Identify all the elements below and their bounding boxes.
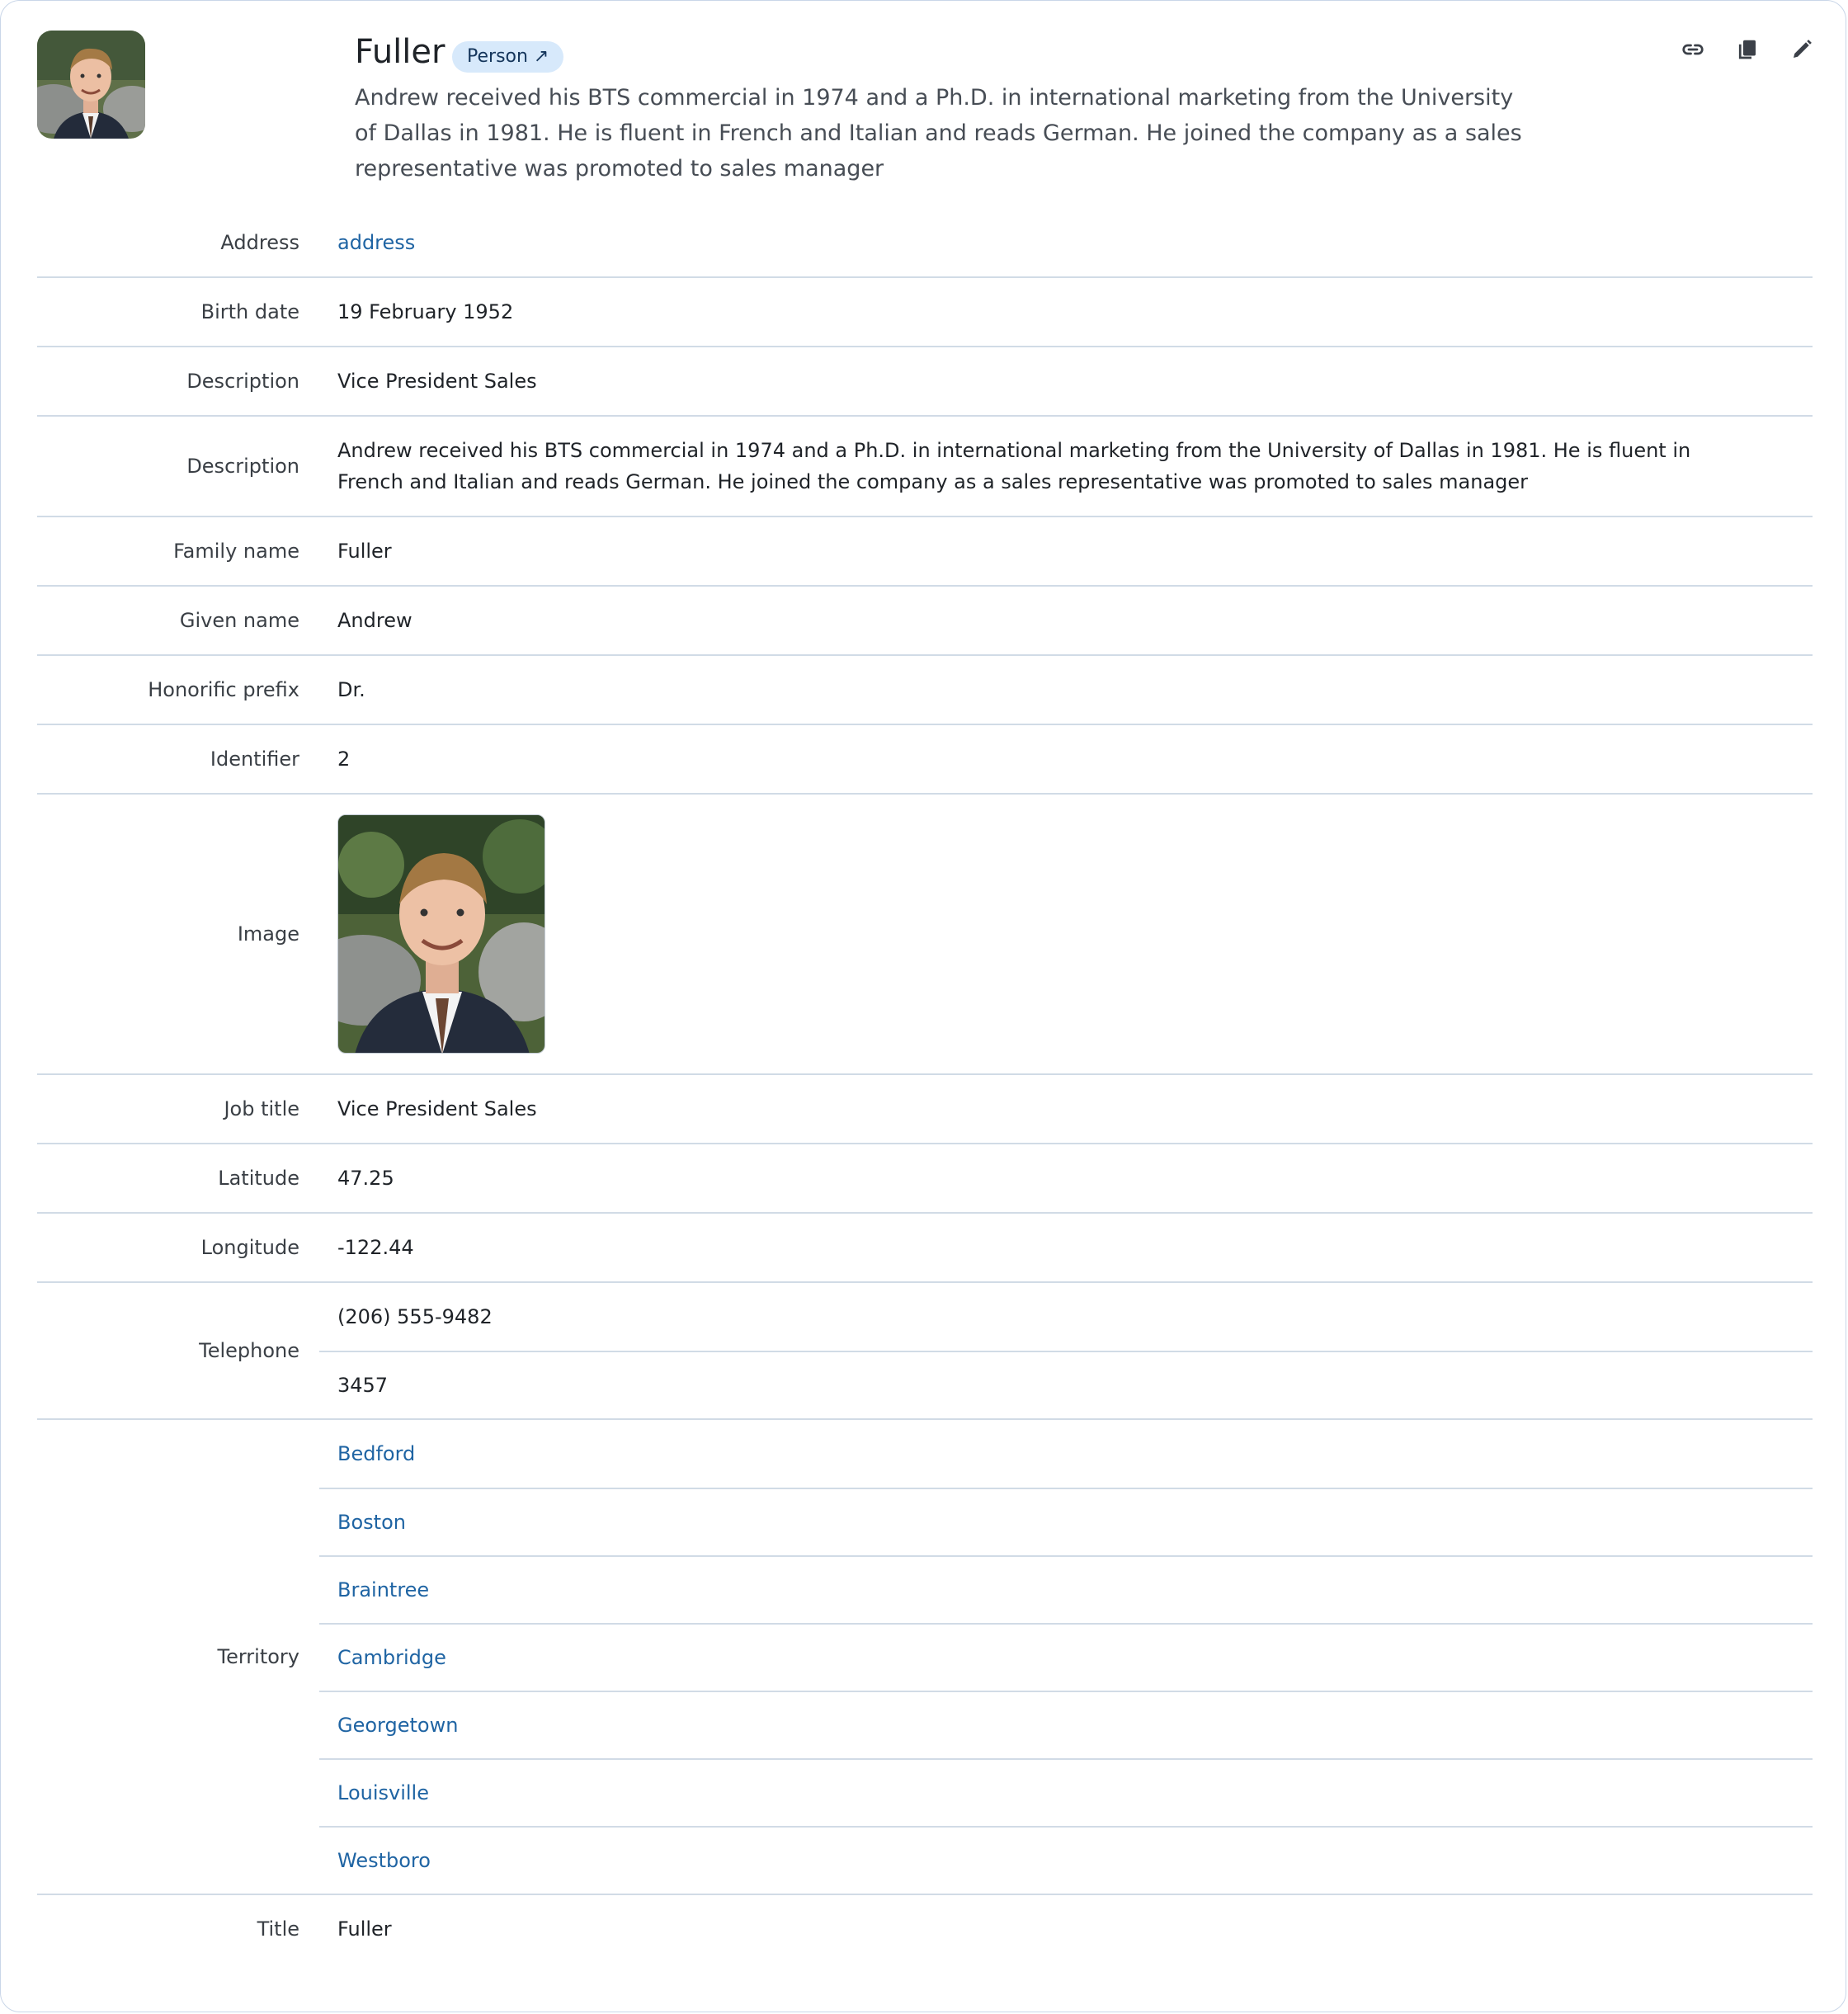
field-label: Job title xyxy=(224,1097,299,1120)
telephone-value: (206) 555-9482 xyxy=(337,1305,493,1328)
row-image xyxy=(37,795,1813,1075)
row-birth-date xyxy=(37,278,1813,347)
person-photo[interactable] xyxy=(337,814,545,1054)
avatar xyxy=(37,31,145,139)
territory-link-georgetown[interactable]: Georgetown xyxy=(319,1691,1813,1758)
identifier-value: 2 xyxy=(337,748,351,771)
field-label: Identifier xyxy=(210,748,299,771)
field-label: Latitude xyxy=(218,1167,299,1190)
longitude-value: -122.44 xyxy=(337,1236,414,1259)
territory-link-westboro[interactable]: Westboro xyxy=(319,1826,1813,1894)
type-badge-link[interactable]: Person ↗ xyxy=(452,41,563,73)
row-family-name xyxy=(37,517,1813,587)
description-value: Vice President Sales xyxy=(337,370,537,393)
given-name-value: Andrew xyxy=(337,609,412,632)
family-name-value: Fuller xyxy=(337,540,392,563)
row-longitude xyxy=(37,1214,1813,1283)
territory-link-braintree[interactable]: Braintree xyxy=(319,1555,1813,1623)
row-identifier xyxy=(37,725,1813,795)
copy-button[interactable] xyxy=(1733,37,1761,65)
image-cell xyxy=(337,795,1813,1073)
link-icon xyxy=(1681,37,1705,65)
field-label: Image xyxy=(237,922,299,946)
territory-link-louisville[interactable]: Louisville xyxy=(319,1758,1813,1826)
edit-button[interactable] xyxy=(1788,37,1816,65)
title-value: Fuller xyxy=(337,1917,392,1941)
row-address xyxy=(37,209,1813,278)
row-telephone xyxy=(37,1283,1813,1420)
row-title xyxy=(37,1895,1813,1963)
field-label: Given name xyxy=(179,609,299,632)
territory-link-bedford[interactable]: Bedford xyxy=(337,1442,416,1465)
row-territory xyxy=(37,1420,1813,1895)
job-title-value: Vice President Sales xyxy=(337,1097,537,1120)
copy-icon xyxy=(1735,37,1760,65)
birth-date-value: 19 February 1952 xyxy=(337,300,514,323)
field-label: Honorific prefix xyxy=(148,678,299,701)
page-title: Fuller xyxy=(355,33,446,71)
field-label: Title xyxy=(257,1917,299,1941)
row-description-short xyxy=(37,347,1813,417)
header-actions xyxy=(1679,37,1816,65)
address-link[interactable]: address xyxy=(337,231,416,254)
latitude-value: 47.25 xyxy=(337,1167,394,1190)
telephone-value: 3457 xyxy=(319,1351,1813,1418)
row-honorific-prefix xyxy=(37,656,1813,725)
properties-table xyxy=(37,209,1813,1963)
copy-link-button[interactable] xyxy=(1679,37,1707,65)
header-description: Andrew received his BTS commercial in 1974 and a Ph.D. in international marketing from the University of Dallas in 1981. He is fluent in French and Italian and reads German. He joined the company as a sales representative was promoted to sales manager xyxy=(355,85,1522,182)
field-label: Territory xyxy=(217,1645,299,1668)
field-label: Family name xyxy=(173,540,299,563)
territory-link-cambridge[interactable]: Cambridge xyxy=(319,1623,1813,1691)
row-description-long xyxy=(37,417,1813,517)
row-given-name xyxy=(37,587,1813,656)
field-label: Address xyxy=(220,231,299,254)
field-label: Telephone xyxy=(199,1339,299,1362)
field-label: Description xyxy=(186,455,299,478)
row-job-title xyxy=(37,1075,1813,1144)
description-long-value: Andrew received his BTS commercial in 1974 and a Ph.D. in international marketing from the University of Dallas in 1981. He is fluent in French and Italian and reads German. He joined the company as a sales representative was promoted to sales manager xyxy=(337,439,1691,493)
honorific-prefix-value: Dr. xyxy=(337,678,365,701)
edit-icon xyxy=(1789,37,1814,65)
field-label: Birth date xyxy=(200,300,299,323)
field-label: Description xyxy=(186,370,299,393)
row-latitude xyxy=(37,1144,1813,1214)
field-label: Longitude xyxy=(200,1236,299,1259)
territory-link-boston[interactable]: Boston xyxy=(319,1488,1813,1555)
